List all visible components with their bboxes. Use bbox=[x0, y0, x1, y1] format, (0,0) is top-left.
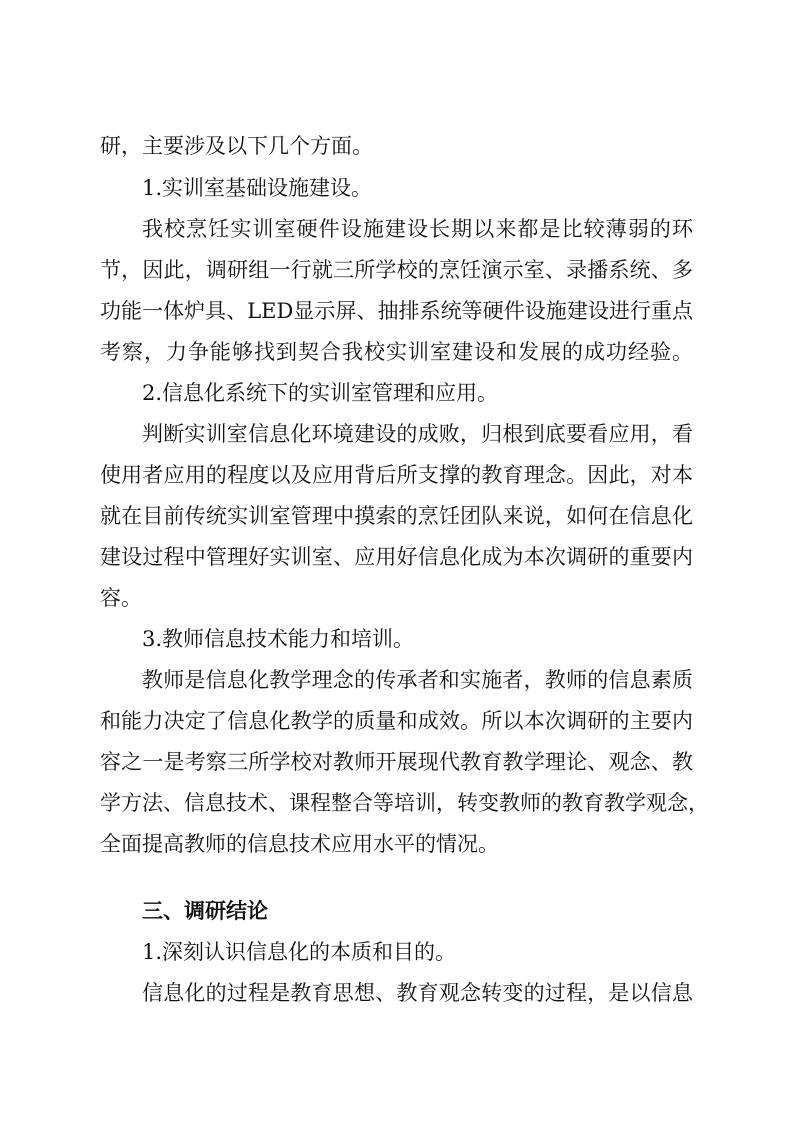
subheading: 3.教师信息技术能力和培训。 bbox=[142, 627, 415, 651]
text-line: 建设过程中管理好实训室、应用好信息化成为本次调研的重要内 bbox=[100, 545, 693, 569]
section-heading: 三、调研结论 bbox=[142, 898, 268, 923]
text-line: 我校烹饪实训室硬件设施建设长期以来都是比较薄弱的环 bbox=[142, 217, 693, 241]
text-line: 判断实训室信息化环境建设的成败，归根到底要看应用，看 bbox=[142, 422, 693, 446]
text-line: 教师是信息化教学理念的传承者和实施者，教师的信息素质 bbox=[142, 668, 693, 692]
subheading: 1.实训室基础设施建设。 bbox=[142, 176, 373, 200]
text-line: 考察，力争能够找到契合我校实训室建设和发展的成功经验。 bbox=[100, 340, 693, 364]
subheading: 2.信息化系统下的实训室管理和应用。 bbox=[142, 381, 499, 405]
subheading: 1.深刻认识信息化的本质和目的。 bbox=[142, 940, 457, 964]
text-line: 信息化的过程是教育思想、教育观念转变的过程，是以信息 bbox=[142, 981, 693, 1005]
text-line: 功能一体炉具、LED显示屏、抽排系统等硬件设施建设进行重点 bbox=[100, 299, 693, 323]
text-line: 就在目前传统实训室管理中摸索的烹饪团队来说，如何在信息化 bbox=[100, 504, 693, 528]
text-line: 容之一是考察三所学校对教师开展现代教育教学理论、观念、教 bbox=[100, 750, 693, 774]
text-line: 全面提高教师的信息技术应用水平的情况。 bbox=[100, 832, 499, 856]
text-line: 使用者应用的程度以及应用背后所支撑的教育理念。因此，对本 bbox=[100, 463, 693, 487]
text-line: 学方法、信息技术、课程整合等培训，转变教师的教育教学观念， bbox=[100, 791, 709, 815]
text-line: 容。 bbox=[100, 586, 142, 610]
text-line: 节，因此，调研组一行就三所学校的烹饪演示室、录播系统、多 bbox=[100, 258, 693, 282]
text-line: 研，主要涉及以下几个方面。 bbox=[100, 134, 373, 158]
text-line: 和能力决定了信息化教学的质量和成效。所以本次调研的主要内 bbox=[100, 709, 693, 733]
